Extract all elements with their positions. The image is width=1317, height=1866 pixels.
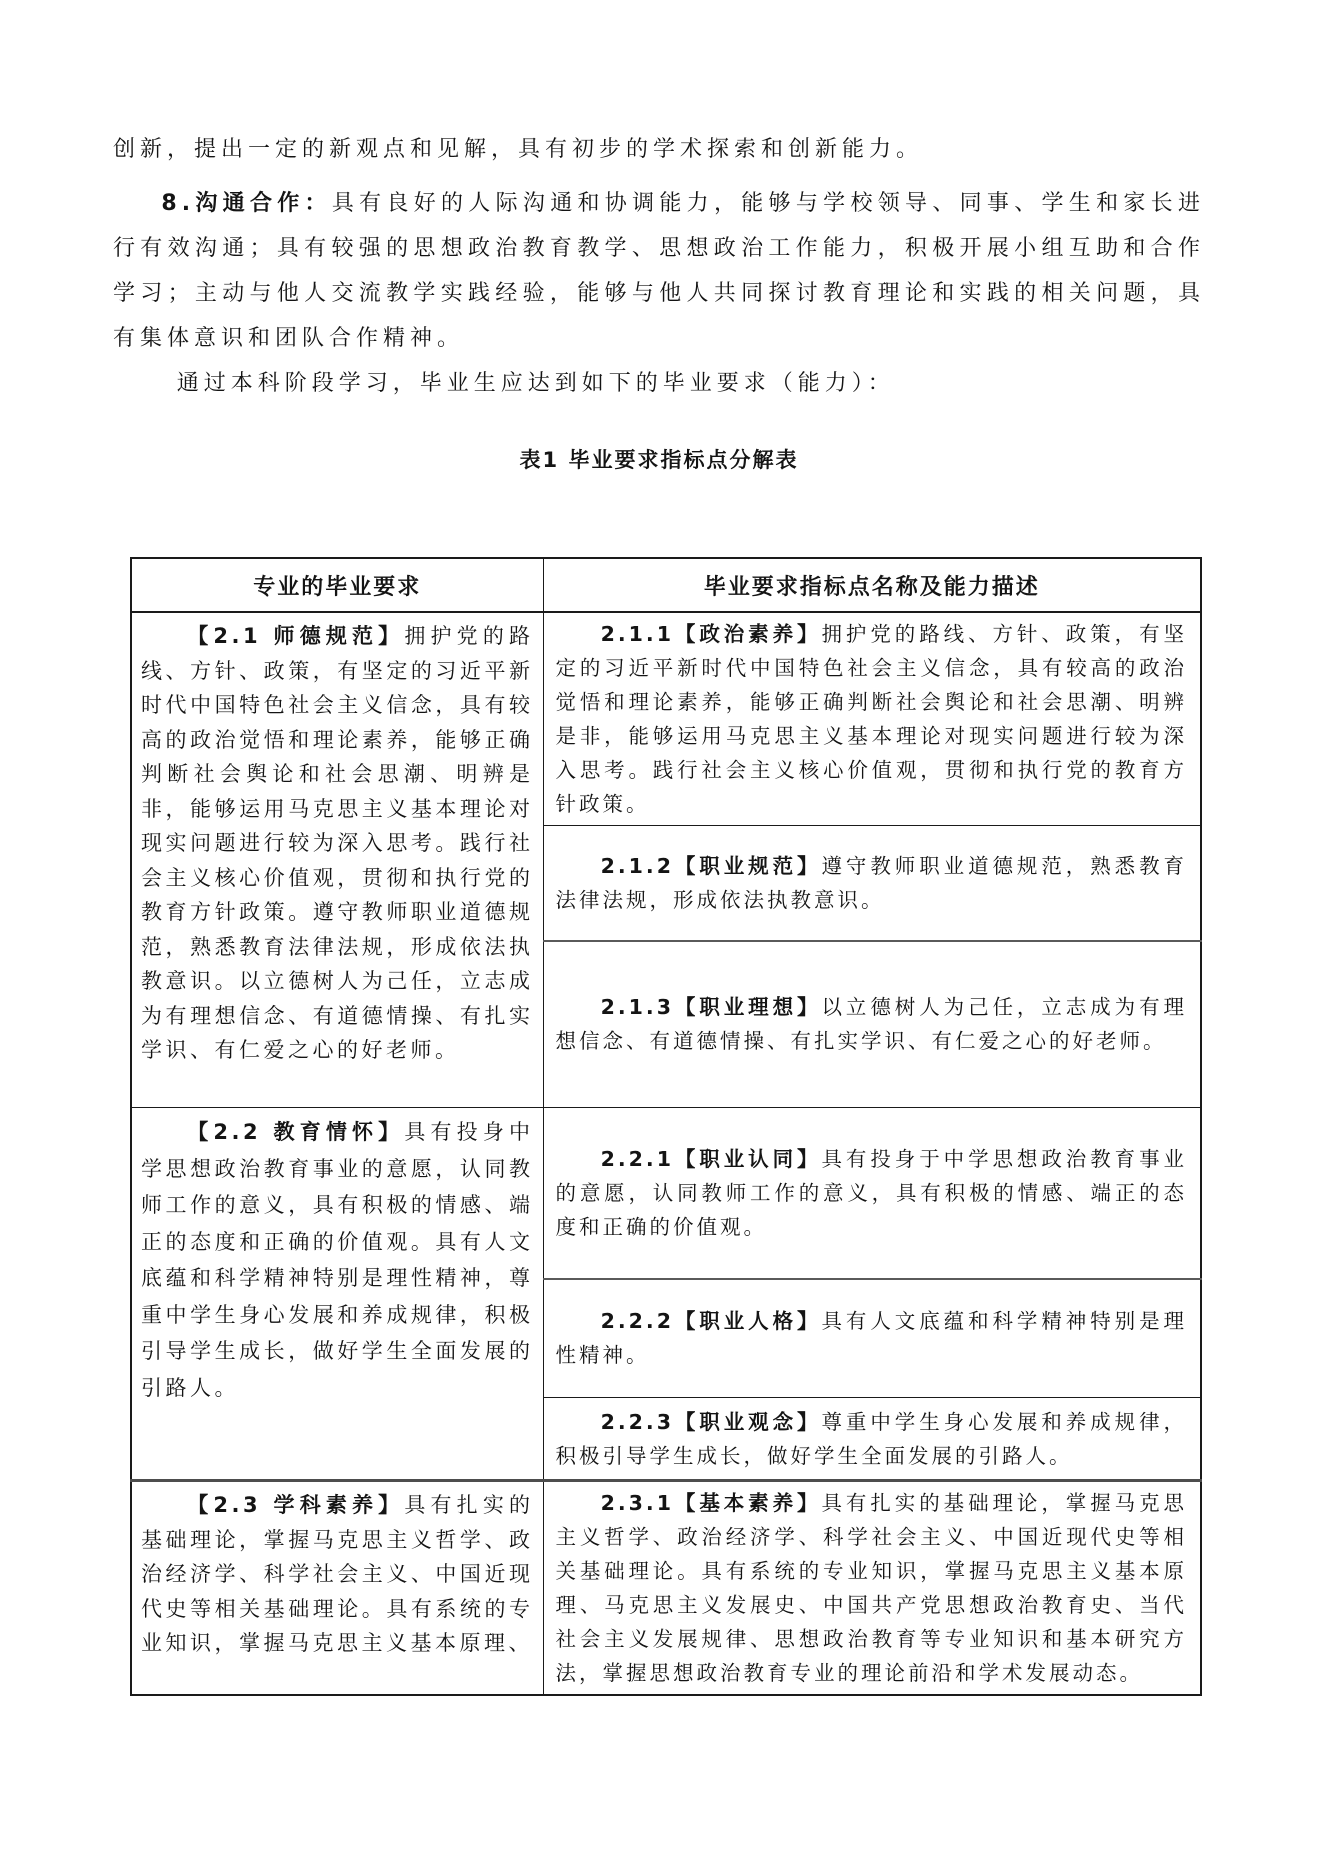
indicator-cell-2-1-2	[543, 826, 1201, 941]
body-text-block	[113, 127, 1205, 406]
paragraph-lead: 8.沟通合作：	[161, 191, 332, 216]
indicator-body: 具有扎实的基础理论，掌握马克思主义哲学、政治经济学、科学社会主义、中国近现代史等相关基础理论。具有系统的专业知识，掌握马克思主义基本原理、马克思主义发展史、中国共产党思想政治教育史、当代社会主义发展规律、思想政治教育等专业知识和基本研究方法，掌握思想政治教育专业的理论前沿和学术发展动态。	[555, 1491, 1188, 1685]
indicator-text	[556, 1486, 1188, 1690]
indicator-title: 2.3.1【基本素养】	[600, 1491, 822, 1515]
requirement-text	[141, 1488, 534, 1661]
table-row	[131, 1481, 1201, 1696]
requirement-title: 【2.3 学科素养】	[187, 1493, 405, 1517]
indicator-title: 2.2.1【职业认同】	[600, 1146, 822, 1171]
table-caption: 表1 毕业要求指标点分解表	[519, 448, 799, 472]
indicator-title: 2.1.1【政治素养】	[600, 622, 822, 646]
indicator-body: 遵守教师职业道德规范，熟悉教育法律法规，形成依法执教意识。	[555, 853, 1188, 912]
indicator-text	[556, 1142, 1188, 1244]
paragraph-text: 具有良好的人际沟通和协调能力，能够与学校领导、同事、学生和家长进行有效沟通；具有较强的思想政治教育教学、思想政治工作能力，积极开展小组互助和合作学习；主动与他人交流教学实践经验，能够与他人共同探讨教育理论和实践的相关问题，具有集体意识和团队合作精神。	[113, 191, 1205, 351]
indicator-text	[556, 1405, 1188, 1473]
requirement-body: 具有扎实的基础理论，掌握马克思主义哲学、政治经济学、科学社会主义、中国近现代史等相关基础理论。具有系统的专业知识，掌握马克思主义基本原理、	[141, 1493, 534, 1655]
indicator-cell-2-2-3	[543, 1398, 1201, 1481]
requirement-body: 拥护党的路线、方针、政策，有坚定的习近平新时代中国特色社会主义信念，具有较高的政治觉悟和理论素养，能够正确判断社会舆论和社会思潮、明辨是非，能够运用马克思主义基本理论对现实问题进行较为深入思考。践行社会主义核心价值观，贯彻和执行党的教育方针政策。遵守教师职业道德规范，熟悉教育法律法规，形成依法执教意识。以立德树人为己任，立志成为有理想信念、有道德情操、有扎实学识、有仁爱之心的好老师。	[141, 624, 534, 1062]
requirement-body: 具有投身中学思想政治教育事业的意愿，认同教师工作的意义，具有积极的情感、端正的态度和正确的价值观。具有人文底蕴和科学精神特别是理性精神，尊重中学生身心发展和养成规律，积极引导学生成长，做好学生全面发展的引路人。	[141, 1120, 534, 1400]
table-row	[131, 612, 1201, 826]
indicator-text	[556, 617, 1188, 821]
indicator-body: 具有人文底蕴和科学精神特别是理性精神。	[555, 1309, 1188, 1368]
paragraph-text: 创新，提出一定的新观点和见解，具有初步的学术探索和创新能力。	[113, 137, 924, 162]
indicator-title: 2.1.3【职业理想】	[600, 995, 822, 1020]
indicator-title: 2.2.3【职业观念】	[600, 1409, 822, 1434]
indicator-body: 拥护党的路线、方针、政策，有坚定的习近平新时代中国特色社会主义信念，具有较高的政治觉悟和理论素养，能够正确判断社会舆论和社会思潮、明辨是非，能够运用马克思主义基本理论对现实问题进行较为深入思考。践行社会主义核心价值观，贯彻和执行党的教育方针政策。	[555, 622, 1188, 816]
table-row	[131, 1108, 1201, 1279]
requirement-text	[141, 619, 534, 1068]
paragraph-intro-to-table	[113, 361, 1205, 406]
requirement-cell-2-2	[131, 1108, 543, 1481]
indicator-cell-2-1-3	[543, 941, 1201, 1108]
graduation-requirements-table	[130, 557, 1202, 1696]
indicator-body: 尊重中学生身心发展和养成规律，积极引导学生成长，做好学生全面发展的引路人。	[555, 1409, 1188, 1468]
indicator-cell-2-2-1	[543, 1108, 1201, 1279]
indicator-title: 2.2.2【职业人格】	[600, 1309, 822, 1334]
indicator-cell-2-2-2	[543, 1279, 1201, 1398]
indicator-title: 2.1.2【职业规范】	[600, 853, 822, 878]
requirement-text	[141, 1114, 534, 1406]
requirement-cell-2-3	[131, 1481, 543, 1696]
col-header-requirement: 专业的毕业要求	[131, 558, 543, 612]
paragraph-text: 通过本科阶段学习，毕业生应达到如下的毕业要求（能力）：	[176, 371, 895, 396]
col-header-indicators: 毕业要求指标点名称及能力描述	[543, 558, 1201, 612]
requirement-title: 【2.2 教育情怀】	[187, 1120, 405, 1144]
paragraph-communication	[113, 181, 1205, 361]
table-header-row	[131, 558, 1201, 612]
requirement-title: 【2.1 师德规范】	[187, 624, 405, 648]
paragraph-continuation	[113, 127, 1205, 172]
indicator-cell-2-3-1	[543, 1481, 1201, 1696]
indicator-cell-2-1-1	[543, 612, 1201, 826]
indicator-text	[556, 990, 1188, 1058]
indicator-text	[556, 849, 1188, 917]
indicator-body: 具有投身于中学思想政治教育事业的意愿，认同教师工作的意义，具有积极的情感、端正的态度和正确的价值观。	[555, 1146, 1188, 1239]
indicator-text	[556, 1304, 1188, 1372]
requirement-cell-2-1	[131, 612, 543, 1108]
indicator-body: 以立德树人为己任，立志成为有理想信念、有道德情操、有扎实学识、有仁爱之心的好老师。	[555, 995, 1188, 1054]
